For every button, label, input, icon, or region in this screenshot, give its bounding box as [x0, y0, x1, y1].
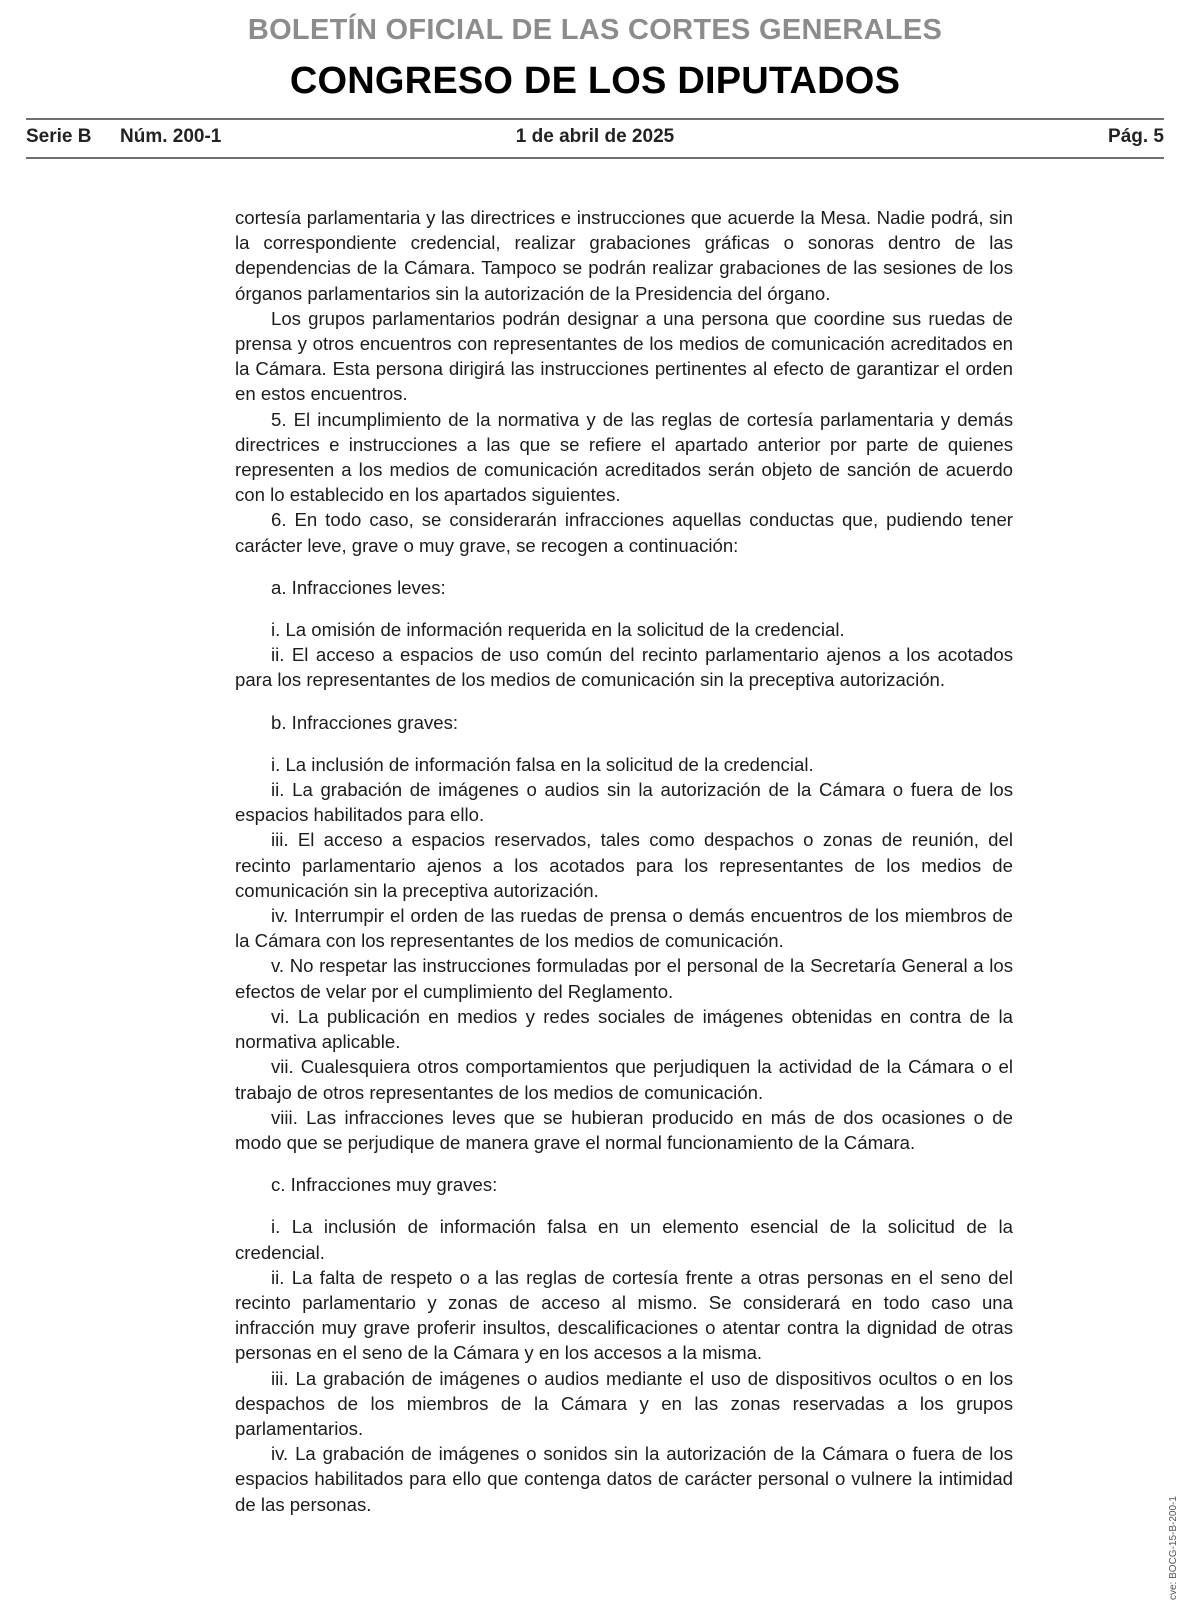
publication-date: 1 de abril de 2025 — [515, 126, 675, 147]
paragraph: 6. En todo caso, se considerarán infracciones aquellas conductas que, pudiendo tener carácter leve, grave o muy grave, se recogen a continuación: — [235, 509, 1013, 556]
header-meta-line — [26, 126, 1164, 152]
list-item: iv. La grabación de imágenes o sonidos sin la autorización de la Cámara o fuera de los espacios habilitados para ello que contenga datos de carácter personal o vulnere la intimidad de las personas. — [235, 1443, 1013, 1515]
list-item: i. La inclusión de información falsa en la solicitud de la credencial. — [271, 753, 814, 775]
section-heading-muy-graves: c. Infracciones muy graves: — [271, 1174, 498, 1196]
section-heading-graves: b. Infracciones graves: — [271, 711, 459, 733]
list-item: i. La omisión de información requerida en la solicitud de la credencial. — [271, 619, 845, 641]
list-item: vii. Cualesquiera otros comportamientos que perjudiquen la actividad de la Cámara o el trabajo de otros representantes de los medios de comunicación. — [235, 1056, 1013, 1103]
list-item: vi. La publicación en medios y redes sociales de imágenes obtenidas en contra de la normativa aplicable. — [235, 1005, 1013, 1053]
chamber-title: CONGRESO DE LOS DIPUTADOS — [289, 60, 901, 102]
list-item: iii. El acceso a espacios reservados, tales como despachos o zonas de reunión, del recinto parlamentario ajenos a los acotados para los representantes de los medios de comunicación sin la preceptiva autorización. — [235, 829, 1013, 901]
list-item: iv. Interrumpir el orden de las ruedas de prensa o demás encuentros de los miembros de la Cámara con los representantes de los medios de comunicación. — [235, 905, 1013, 952]
list-item: ii. El acceso a espacios de uso común del recinto parlamentario ajenos a los acotados para los representantes de los medios de comunicación sin la preceptiva autorización. — [235, 644, 1013, 691]
document-body — [235, 205, 1013, 1517]
paragraph: 5. El incumplimiento de la normativa y de las reglas de cortesía parlamentaria y demás directrices e instrucciones a las que se refiere el apartado anterior por parte de quienes representen a los medios de comunicación acreditados serán objeto de sanción de acuerdo con lo establecido en los apartados siguientes. — [235, 408, 1013, 506]
list-item: viii. Las infracciones leves que se hubieran producido en más de dos ocasiones o de modo que se perjudique de manera grave el normal funcionamiento de la Cámara. — [235, 1106, 1013, 1153]
issue-number: Núm. 200-1 — [120, 126, 222, 147]
paragraph: Los grupos parlamentarios podrán designar a una persona que coordine sus ruedas de prensa y otros encuentros con representantes de los medios de comunicación acreditados en la Cámara. Esta persona dirigirá las instrucciones pertinentes al efecto de garantizar el orden en estos encuentros. — [235, 307, 1013, 405]
list-item: i. La inclusión de información falsa en un elemento esencial de la solicitud de la credencial. — [235, 1216, 1013, 1263]
header-rule-top — [26, 118, 1164, 120]
series-label: Serie B — [26, 126, 92, 147]
list-item: ii. La falta de respeto o a las reglas de cortesía frente a otras personas en el seno del recinto parlamentario y zonas de acceso al mismo. Se considerará en todo caso una infracción muy grave proferir insultos, descalificaciones o atentar contra la dignidad de otras personas en el seno de la Cámara y en los accesos a la misma. — [235, 1266, 1013, 1364]
bulletin-title: BOLETÍN OFICIAL DE LAS CORTES GENERALES — [247, 14, 943, 46]
verification-code: cve: BOCG-15-B-200-1 — [1168, 1496, 1179, 1600]
header-rule-bottom — [26, 157, 1164, 159]
list-item: v. No respetar las instrucciones formuladas por el personal de la Secretaría General a los efectos de velar por el cumplimiento del Reglamento. — [235, 955, 1013, 1002]
list-item: iii. La grabación de imágenes o audios mediante el uso de dispositivos ocultos o en los despachos de los miembros de la Cámara y en las zonas reservadas a los grupos parlamentarios. — [235, 1367, 1013, 1439]
page-number: Pág. 5 — [1108, 126, 1164, 147]
paragraph: cortesía parlamentaria y las directrices e instrucciones que acuerde la Mesa. Nadie podrá, sin la correspondiente credencial, realizar grabaciones gráficas o sonoras dentro de las dependencias de la Cámara. Tampoco se podrán realizar grabaciones de las sesiones de los órganos parlamentarios sin la autorización de la Presidencia del órgano. — [235, 207, 1013, 304]
list-item: ii. La grabación de imágenes o audios sin la autorización de la Cámara o fuera de los espacios habilitados para ello. — [235, 779, 1013, 826]
section-heading-leves: a. Infracciones leves: — [271, 576, 446, 598]
